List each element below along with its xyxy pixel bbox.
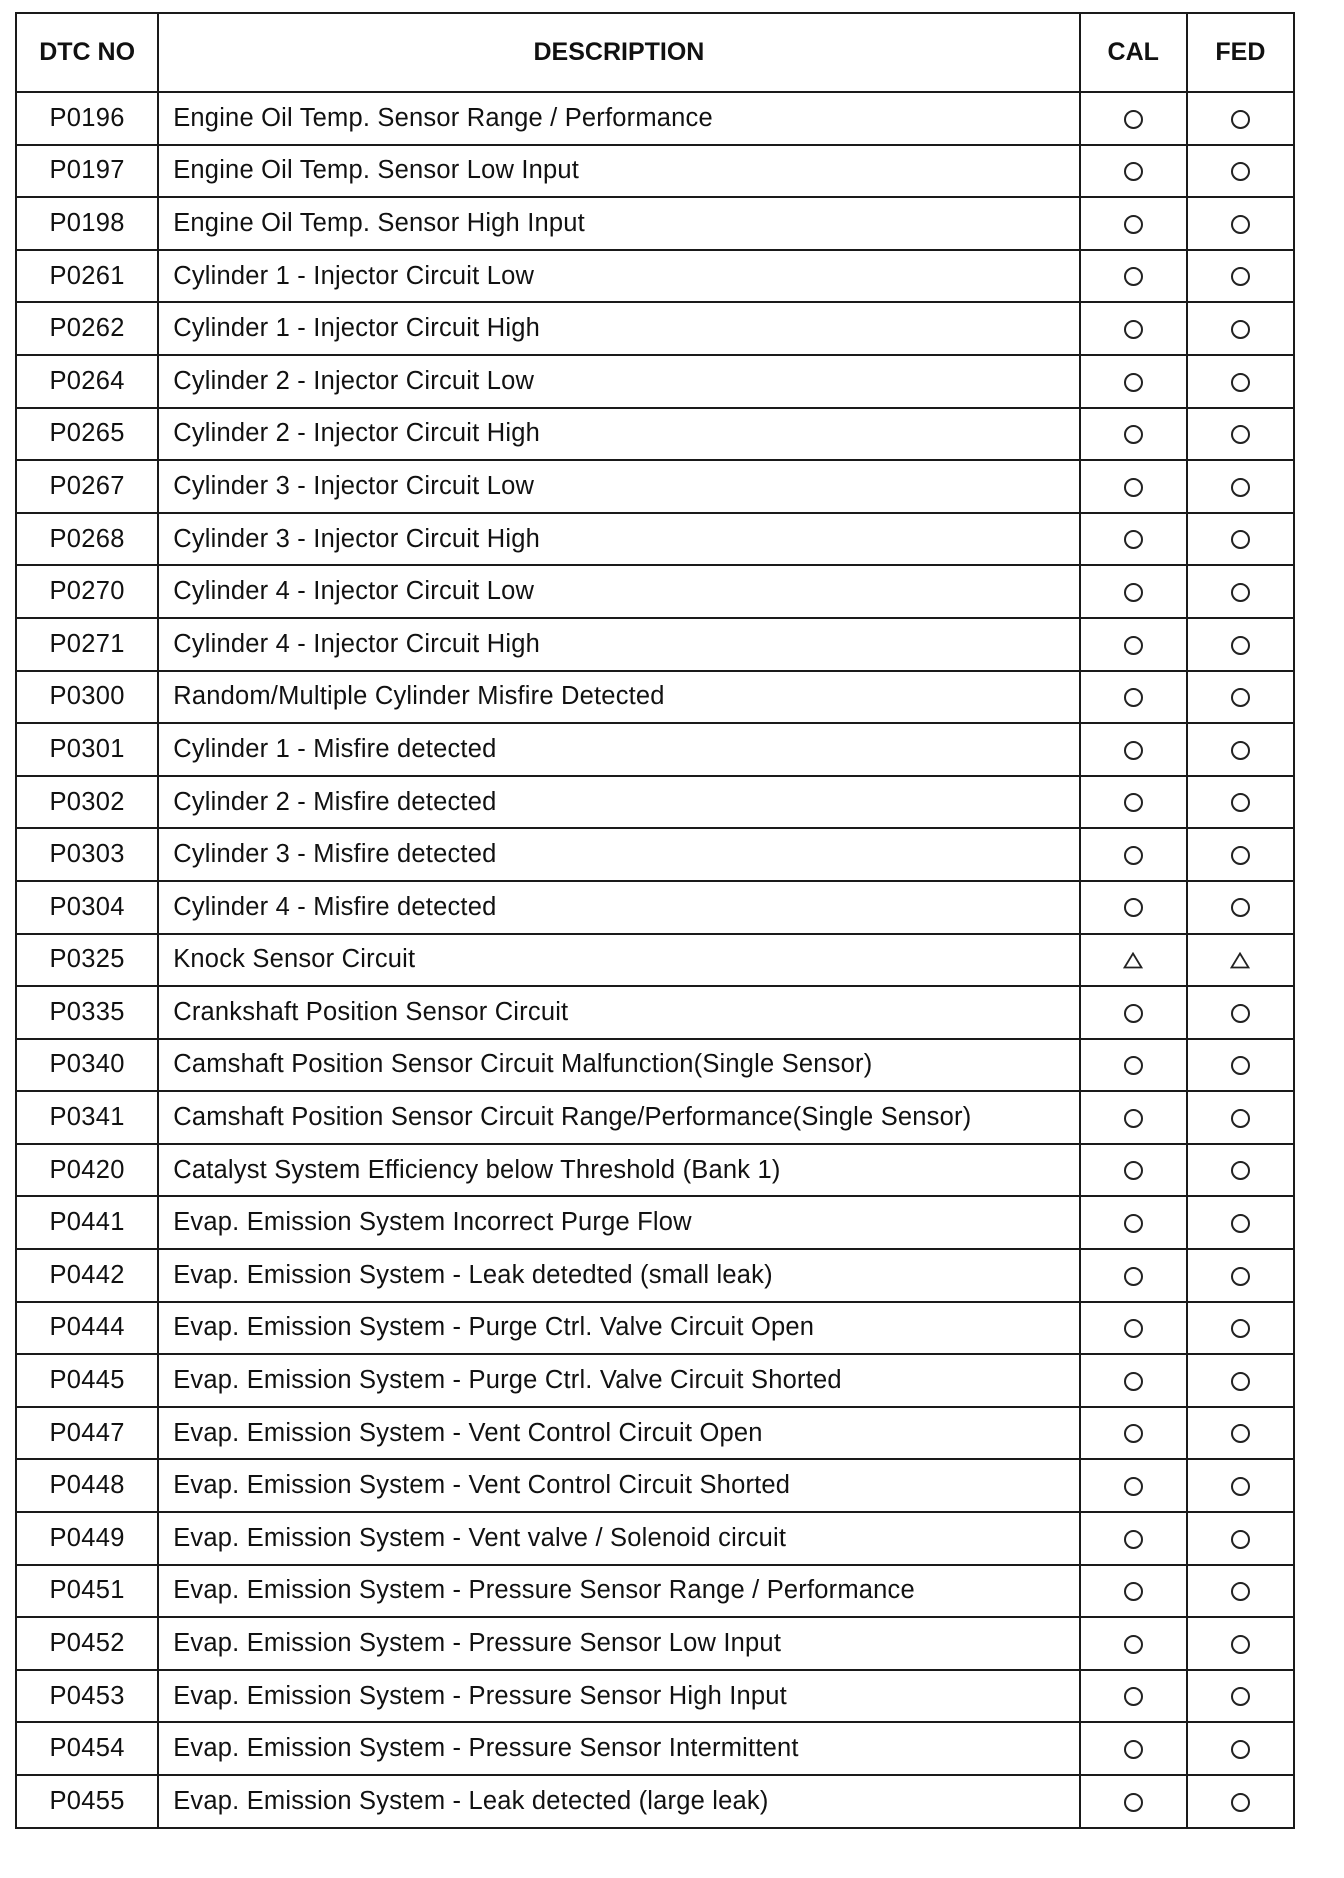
- dtc-code: P0335: [16, 986, 158, 1039]
- dtc-description: Cylinder 4 - Injector Circuit High: [158, 618, 1079, 671]
- cal-mark-cell: [1080, 986, 1187, 1039]
- circle-mark-icon: [1231, 1372, 1250, 1391]
- circle-mark-icon: [1231, 1056, 1250, 1075]
- circle-mark-icon: [1231, 1740, 1250, 1759]
- fed-mark-cell: [1187, 1722, 1294, 1775]
- dtc-description: Knock Sensor Circuit: [158, 934, 1079, 987]
- circle-mark-icon: [1124, 1109, 1143, 1128]
- table-row: [16, 1407, 1294, 1460]
- circle-mark-icon: [1124, 1635, 1143, 1654]
- cal-mark-cell: [1080, 723, 1187, 776]
- dtc-description: Crankshaft Position Sensor Circuit: [158, 986, 1079, 1039]
- fed-mark-cell: [1187, 513, 1294, 566]
- dtc-description: Engine Oil Temp. Sensor Range / Performance: [158, 92, 1079, 145]
- circle-mark-icon: [1124, 478, 1143, 497]
- circle-mark-icon: [1124, 1372, 1143, 1391]
- dtc-description: Cylinder 3 - Injector Circuit Low: [158, 460, 1079, 513]
- dtc-description: Evap. Emission System - Leak detected (large leak): [158, 1775, 1079, 1828]
- dtc-code: P0264: [16, 355, 158, 408]
- table-row: [16, 1565, 1294, 1618]
- table-row: [16, 1144, 1294, 1197]
- table-row: [16, 1196, 1294, 1249]
- circle-mark-icon: [1124, 1056, 1143, 1075]
- circle-mark-icon: [1124, 583, 1143, 602]
- circle-mark-icon: [1124, 267, 1143, 286]
- cal-mark-cell: [1080, 250, 1187, 303]
- cal-mark-cell: [1080, 934, 1187, 987]
- table-row: [16, 1775, 1294, 1828]
- fed-mark-cell: [1187, 776, 1294, 829]
- dtc-code: P0448: [16, 1459, 158, 1512]
- circle-mark-icon: [1231, 478, 1250, 497]
- dtc-code: P0452: [16, 1617, 158, 1670]
- dtc-description: Engine Oil Temp. Sensor High Input: [158, 197, 1079, 250]
- cal-mark-cell: [1080, 197, 1187, 250]
- circle-mark-icon: [1231, 583, 1250, 602]
- circle-mark-icon: [1124, 1424, 1143, 1443]
- dtc-description: Engine Oil Temp. Sensor Low Input: [158, 145, 1079, 198]
- circle-mark-icon: [1124, 162, 1143, 181]
- circle-mark-icon: [1231, 1267, 1250, 1286]
- circle-mark-icon: [1231, 846, 1250, 865]
- circle-mark-icon: [1124, 846, 1143, 865]
- fed-mark-cell: [1187, 1249, 1294, 1302]
- circle-mark-icon: [1231, 1477, 1250, 1496]
- circle-mark-icon: [1124, 1477, 1143, 1496]
- circle-mark-icon: [1231, 320, 1250, 339]
- cal-mark-cell: [1080, 1670, 1187, 1723]
- table-row: [16, 934, 1294, 987]
- fed-mark-cell: [1187, 828, 1294, 881]
- circle-mark-icon: [1231, 530, 1250, 549]
- fed-mark-cell: [1187, 355, 1294, 408]
- dtc-description: Evap. Emission System - Pressure Sensor Range / Performance: [158, 1565, 1079, 1618]
- dtc-code: P0271: [16, 618, 158, 671]
- cal-mark-cell: [1080, 1354, 1187, 1407]
- header-fed: FED: [1187, 13, 1294, 92]
- table-row: [16, 355, 1294, 408]
- circle-mark-icon: [1124, 636, 1143, 655]
- cal-mark-cell: [1080, 302, 1187, 355]
- circle-mark-icon: [1124, 1004, 1143, 1023]
- circle-mark-icon: [1231, 1214, 1250, 1233]
- circle-mark-icon: [1231, 267, 1250, 286]
- circle-mark-icon: [1124, 688, 1143, 707]
- dtc-code: P0302: [16, 776, 158, 829]
- cal-mark-cell: [1080, 1459, 1187, 1512]
- dtc-description: Random/Multiple Cylinder Misfire Detected: [158, 671, 1079, 724]
- circle-mark-icon: [1231, 898, 1250, 917]
- cal-mark-cell: [1080, 1512, 1187, 1565]
- circle-mark-icon: [1124, 793, 1143, 812]
- table-row: [16, 1354, 1294, 1407]
- cal-mark-cell: [1080, 1565, 1187, 1618]
- circle-mark-icon: [1124, 741, 1143, 760]
- dtc-code: P0268: [16, 513, 158, 566]
- dtc-code: P0454: [16, 1722, 158, 1775]
- table-row: [16, 776, 1294, 829]
- fed-mark-cell: [1187, 1512, 1294, 1565]
- circle-mark-icon: [1231, 1530, 1250, 1549]
- circle-mark-icon: [1124, 320, 1143, 339]
- fed-mark-cell: [1187, 934, 1294, 987]
- circle-mark-icon: [1231, 1635, 1250, 1654]
- circle-mark-icon: [1124, 1582, 1143, 1601]
- fed-mark-cell: [1187, 1407, 1294, 1460]
- fed-mark-cell: [1187, 671, 1294, 724]
- dtc-code: P0453: [16, 1670, 158, 1723]
- table-row: [16, 1091, 1294, 1144]
- table-row: [16, 671, 1294, 724]
- circle-mark-icon: [1231, 636, 1250, 655]
- circle-mark-icon: [1231, 110, 1250, 129]
- fed-mark-cell: [1187, 1354, 1294, 1407]
- circle-mark-icon: [1124, 530, 1143, 549]
- fed-mark-cell: [1187, 618, 1294, 671]
- dtc-code: P0441: [16, 1196, 158, 1249]
- circle-mark-icon: [1231, 1004, 1250, 1023]
- circle-mark-icon: [1124, 1687, 1143, 1706]
- dtc-code: P0449: [16, 1512, 158, 1565]
- dtc-description: Evap. Emission System - Vent valve / Solenoid circuit: [158, 1512, 1079, 1565]
- cal-mark-cell: [1080, 776, 1187, 829]
- dtc-description: Evap. Emission System - Vent Control Circuit Shorted: [158, 1459, 1079, 1512]
- dtc-description: Evap. Emission System - Pressure Sensor Intermittent: [158, 1722, 1079, 1775]
- table-row: [16, 986, 1294, 1039]
- dtc-code: P0198: [16, 197, 158, 250]
- dtc-description: Evap. Emission System - Purge Ctrl. Valve Circuit Open: [158, 1302, 1079, 1355]
- dtc-code: P0303: [16, 828, 158, 881]
- circle-mark-icon: [1231, 1793, 1250, 1812]
- circle-mark-icon: [1124, 1267, 1143, 1286]
- dtc-description: Cylinder 2 - Misfire detected: [158, 776, 1079, 829]
- circle-mark-icon: [1231, 793, 1250, 812]
- dtc-description: Evap. Emission System - Pressure Sensor Low Input: [158, 1617, 1079, 1670]
- cal-mark-cell: [1080, 881, 1187, 934]
- circle-mark-icon: [1231, 1319, 1250, 1338]
- header-description: DESCRIPTION: [158, 13, 1079, 92]
- dtc-description: Cylinder 1 - Injector Circuit High: [158, 302, 1079, 355]
- cal-mark-cell: [1080, 1039, 1187, 1092]
- circle-mark-icon: [1124, 1793, 1143, 1812]
- header-cal: CAL: [1080, 13, 1187, 92]
- circle-mark-icon: [1231, 425, 1250, 444]
- table-row: [16, 145, 1294, 198]
- triangle-mark-icon: [1123, 952, 1143, 969]
- fed-mark-cell: [1187, 145, 1294, 198]
- circle-mark-icon: [1124, 1530, 1143, 1549]
- fed-mark-cell: [1187, 460, 1294, 513]
- cal-mark-cell: [1080, 355, 1187, 408]
- cal-mark-cell: [1080, 1091, 1187, 1144]
- table-row: [16, 1039, 1294, 1092]
- fed-mark-cell: [1187, 1617, 1294, 1670]
- cal-mark-cell: [1080, 460, 1187, 513]
- dtc-description: Camshaft Position Sensor Circuit Malfunction(Single Sensor): [158, 1039, 1079, 1092]
- circle-mark-icon: [1124, 425, 1143, 444]
- fed-mark-cell: [1187, 197, 1294, 250]
- table-body: [16, 92, 1294, 1828]
- dtc-code: P0444: [16, 1302, 158, 1355]
- fed-mark-cell: [1187, 1144, 1294, 1197]
- circle-mark-icon: [1231, 215, 1250, 234]
- cal-mark-cell: [1080, 1722, 1187, 1775]
- dtc-description: Cylinder 2 - Injector Circuit Low: [158, 355, 1079, 408]
- table-row: [16, 828, 1294, 881]
- dtc-code: P0304: [16, 881, 158, 934]
- table-row: [16, 1617, 1294, 1670]
- cal-mark-cell: [1080, 671, 1187, 724]
- triangle-mark-icon: [1230, 952, 1250, 969]
- dtc-description: Cylinder 2 - Injector Circuit High: [158, 408, 1079, 461]
- dtc-description: Cylinder 1 - Misfire detected: [158, 723, 1079, 776]
- table-row: [16, 565, 1294, 618]
- cal-mark-cell: [1080, 513, 1187, 566]
- fed-mark-cell: [1187, 1775, 1294, 1828]
- dtc-code: P0267: [16, 460, 158, 513]
- dtc-code: P0325: [16, 934, 158, 987]
- cal-mark-cell: [1080, 145, 1187, 198]
- dtc-description: Evap. Emission System - Pressure Sensor High Input: [158, 1670, 1079, 1723]
- dtc-code: P0270: [16, 565, 158, 618]
- dtc-description: Cylinder 3 - Injector Circuit High: [158, 513, 1079, 566]
- cal-mark-cell: [1080, 618, 1187, 671]
- fed-mark-cell: [1187, 986, 1294, 1039]
- dtc-code: P0420: [16, 1144, 158, 1197]
- table-row: [16, 250, 1294, 303]
- cal-mark-cell: [1080, 1196, 1187, 1249]
- circle-mark-icon: [1124, 1214, 1143, 1233]
- circle-mark-icon: [1231, 162, 1250, 181]
- fed-mark-cell: [1187, 1459, 1294, 1512]
- fed-mark-cell: [1187, 1039, 1294, 1092]
- cal-mark-cell: [1080, 408, 1187, 461]
- circle-mark-icon: [1124, 215, 1143, 234]
- dtc-description: Evap. Emission System - Vent Control Circuit Open: [158, 1407, 1079, 1460]
- dtc-code: P0301: [16, 723, 158, 776]
- header-dtc-no: DTC NO: [16, 13, 158, 92]
- cal-mark-cell: [1080, 1249, 1187, 1302]
- fed-mark-cell: [1187, 565, 1294, 618]
- dtc-table: [15, 12, 1295, 1829]
- fed-mark-cell: [1187, 1565, 1294, 1618]
- circle-mark-icon: [1124, 1319, 1143, 1338]
- fed-mark-cell: [1187, 1670, 1294, 1723]
- table-row: [16, 1459, 1294, 1512]
- dtc-code: P0341: [16, 1091, 158, 1144]
- dtc-code: P0447: [16, 1407, 158, 1460]
- dtc-code: P0442: [16, 1249, 158, 1302]
- dtc-description: Evap. Emission System Incorrect Purge Flow: [158, 1196, 1079, 1249]
- table-row: [16, 513, 1294, 566]
- dtc-description: Cylinder 4 - Misfire detected: [158, 881, 1079, 934]
- circle-mark-icon: [1231, 1109, 1250, 1128]
- table-row: [16, 302, 1294, 355]
- circle-mark-icon: [1231, 1687, 1250, 1706]
- cal-mark-cell: [1080, 565, 1187, 618]
- dtc-code: P0445: [16, 1354, 158, 1407]
- table-row: [16, 1302, 1294, 1355]
- fed-mark-cell: [1187, 250, 1294, 303]
- table-row: [16, 1249, 1294, 1302]
- circle-mark-icon: [1231, 741, 1250, 760]
- dtc-code: P0261: [16, 250, 158, 303]
- dtc-code: P0455: [16, 1775, 158, 1828]
- circle-mark-icon: [1124, 110, 1143, 129]
- cal-mark-cell: [1080, 1144, 1187, 1197]
- fed-mark-cell: [1187, 723, 1294, 776]
- dtc-description: Cylinder 1 - Injector Circuit Low: [158, 250, 1079, 303]
- table-row: [16, 881, 1294, 934]
- fed-mark-cell: [1187, 1196, 1294, 1249]
- dtc-description: Camshaft Position Sensor Circuit Range/Performance(Single Sensor): [158, 1091, 1079, 1144]
- fed-mark-cell: [1187, 881, 1294, 934]
- table-row: [16, 723, 1294, 776]
- table-header: [16, 13, 1294, 92]
- cal-mark-cell: [1080, 1302, 1187, 1355]
- table-row: [16, 1722, 1294, 1775]
- fed-mark-cell: [1187, 1302, 1294, 1355]
- dtc-code: P0451: [16, 1565, 158, 1618]
- cal-mark-cell: [1080, 92, 1187, 145]
- circle-mark-icon: [1124, 373, 1143, 392]
- table-row: [16, 92, 1294, 145]
- cal-mark-cell: [1080, 1617, 1187, 1670]
- circle-mark-icon: [1231, 1424, 1250, 1443]
- fed-mark-cell: [1187, 1091, 1294, 1144]
- dtc-description: Cylinder 3 - Misfire detected: [158, 828, 1079, 881]
- table-row: [16, 618, 1294, 671]
- dtc-description: Catalyst System Efficiency below Threshold (Bank 1): [158, 1144, 1079, 1197]
- circle-mark-icon: [1124, 898, 1143, 917]
- dtc-code: P0300: [16, 671, 158, 724]
- dtc-code: P0196: [16, 92, 158, 145]
- dtc-code: P0197: [16, 145, 158, 198]
- table-row: [16, 197, 1294, 250]
- dtc-code: P0262: [16, 302, 158, 355]
- dtc-code: P0265: [16, 408, 158, 461]
- circle-mark-icon: [1124, 1740, 1143, 1759]
- dtc-description: Cylinder 4 - Injector Circuit Low: [158, 565, 1079, 618]
- table-row: [16, 408, 1294, 461]
- cal-mark-cell: [1080, 1775, 1187, 1828]
- dtc-code: P0340: [16, 1039, 158, 1092]
- circle-mark-icon: [1124, 1161, 1143, 1180]
- fed-mark-cell: [1187, 92, 1294, 145]
- dtc-description: Evap. Emission System - Leak detedted (small leak): [158, 1249, 1079, 1302]
- fed-mark-cell: [1187, 302, 1294, 355]
- cal-mark-cell: [1080, 1407, 1187, 1460]
- dtc-description: Evap. Emission System - Purge Ctrl. Valve Circuit Shorted: [158, 1354, 1079, 1407]
- circle-mark-icon: [1231, 1582, 1250, 1601]
- circle-mark-icon: [1231, 373, 1250, 392]
- table-row: [16, 1512, 1294, 1565]
- circle-mark-icon: [1231, 1161, 1250, 1180]
- circle-mark-icon: [1231, 688, 1250, 707]
- table-row: [16, 460, 1294, 513]
- header-row: [16, 13, 1294, 92]
- table-row: [16, 1670, 1294, 1723]
- cal-mark-cell: [1080, 828, 1187, 881]
- fed-mark-cell: [1187, 408, 1294, 461]
